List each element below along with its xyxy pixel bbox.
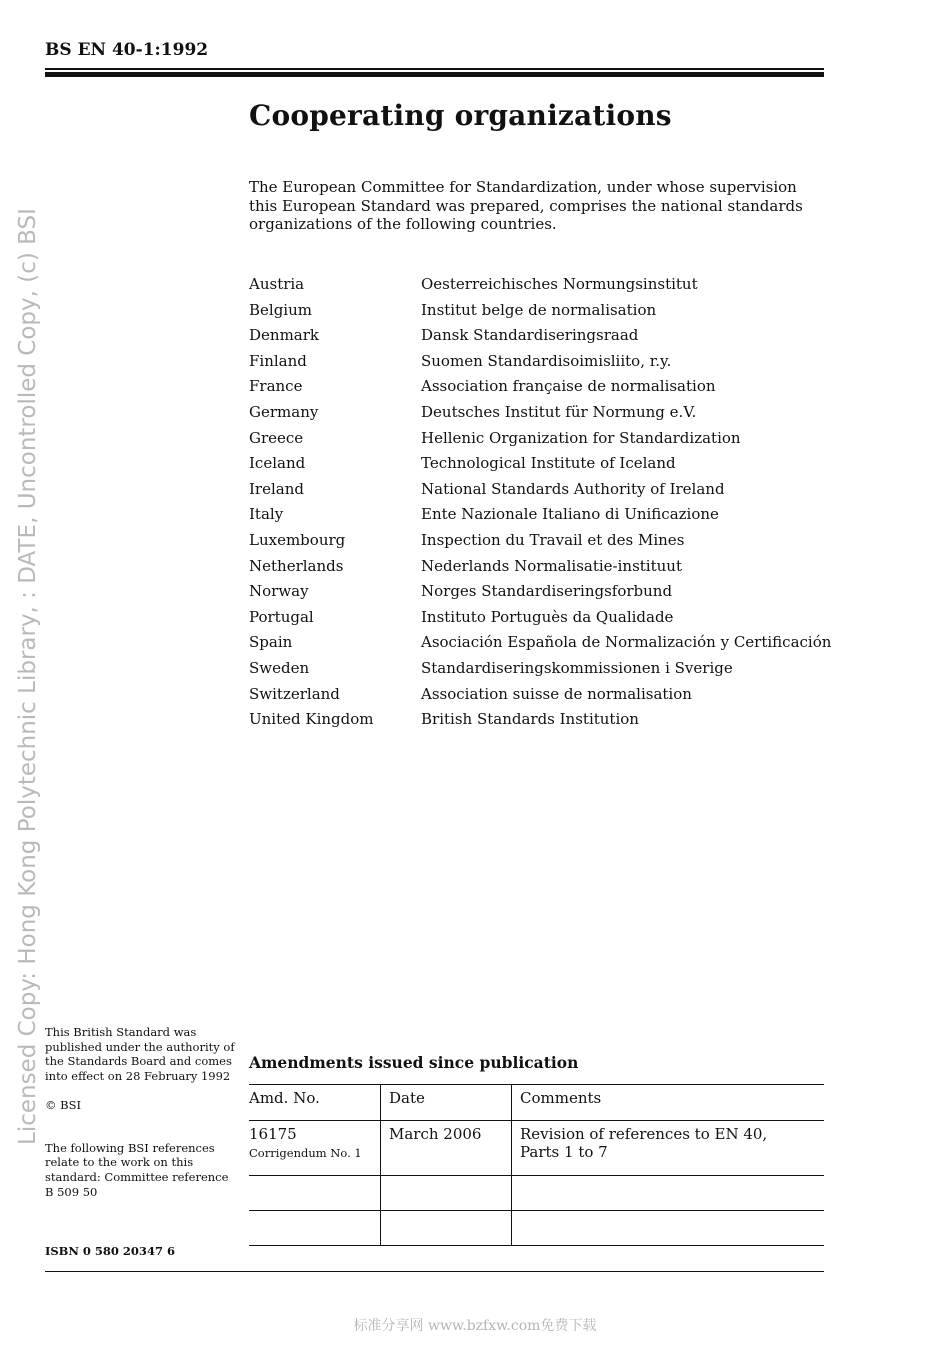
column-header-amd-no: Amd. No. [249,1085,381,1121]
organization-name: Association suisse de normalisation [421,684,692,703]
empty-cell [512,1211,825,1246]
amendments-table [249,1084,824,1246]
authority-note: This British Standard was published under the authority of the Standards Board and comes into effect on 28 February 1992 [45,1025,235,1084]
country-name: France [249,377,303,396]
comments-text: Revision of references to EN 40, Parts 1 to 7 [520,1125,768,1161]
organization-name: Standardiseringskommissionen i Sverige [421,658,733,677]
country-name: Denmark [249,326,319,345]
amendments-title: Amendments issued since publication [249,1053,579,1072]
comments-cell [512,1121,825,1176]
list-item [249,298,829,324]
amd-no-cell [249,1121,381,1176]
list-item [249,272,829,298]
country-name: Luxembourg [249,530,346,549]
list-item [249,477,829,503]
country-name: United Kingdom [249,710,374,729]
list-item [249,451,829,477]
organization-name: Association française de normalisation [421,377,716,396]
list-item [249,579,829,605]
empty-cell [512,1176,825,1211]
country-name: Italy [249,505,284,524]
country-name: Greece [249,428,304,447]
country-name: Iceland [249,454,306,473]
isbn: ISBN 0 580 20347 6 [45,1244,175,1258]
country-name: Switzerland [249,684,340,703]
list-item [249,528,829,554]
country-name: Netherlands [249,556,344,575]
list-item [249,682,829,708]
empty-cell [381,1176,512,1211]
list-item [249,349,829,375]
amd-no: 16175 [249,1125,297,1143]
list-item [249,554,829,580]
organizations-list [249,272,832,733]
table-header-row [249,1085,824,1121]
footer-watermark: 标准分享网 www.bzfxw.com免费下载 [353,1318,597,1334]
list-item [249,323,829,349]
footer-rule [45,1271,824,1272]
table-row [249,1176,824,1211]
country-name: Ireland [249,479,304,498]
country-name: Germany [249,402,319,421]
amd-note: Corrigendum No. 1 [249,1146,362,1160]
organization-name: Nederlands Normalisatie-instituut [421,556,682,575]
intro-paragraph: The European Committee for Standardization, under whose supervision this European Standard was prepared, comprises the national standards organizations of the following countries. [249,178,803,233]
page-title: Cooperating organizations [249,99,672,132]
table-row [249,1211,824,1246]
organization-name: National Standards Authority of Ireland [421,479,725,498]
side-notes [45,1025,235,1199]
organization-name: Inspection du Travail et des Mines [421,530,685,549]
copyright-note: © BSI [45,1097,82,1112]
organization-name: Instituto Portuguès da Qualidade [421,607,674,626]
country-name: Sweden [249,658,310,677]
country-name: Norway [249,582,309,601]
country-name: Austria [249,275,305,293]
column-header-comments: Comments [512,1085,825,1121]
organization-name: Dansk Standardiseringsraad [421,326,639,345]
list-item [249,374,829,400]
organization-name: Suomen Standardisoimisliito, r.y. [421,351,672,370]
organization-name: Deutsches Institut für Normung e.V. [421,402,697,421]
country-name: Portugal [249,607,314,626]
organization-name: Norges Standardiseringsforbund [421,582,673,601]
list-item [249,605,829,631]
organization-name: Hellenic Organization for Standardization [421,428,741,447]
column-header-date: Date [381,1085,512,1121]
empty-cell [381,1211,512,1246]
empty-cell [249,1176,381,1211]
list-item [249,502,829,528]
list-item [249,630,832,656]
country-name: Belgium [249,300,312,319]
list-item [249,400,829,426]
table-row [249,1121,824,1176]
organization-name: Oesterreichisches Normungsinstitut [421,275,698,293]
organization-name: Technological Institute of Iceland [421,454,676,473]
list-item [249,426,829,452]
organization-name: Asociación Española de Normalización y Certificación [421,633,832,652]
country-name: Finland [249,351,307,370]
document-code: BS EN 40-1:1992 [45,40,209,60]
organization-name: Institut belge de normalisation [421,300,657,319]
license-watermark: Licensed Copy: Hong Kong Polytechnic Library, : DATE, Uncontrolled Copy, (c) BSI [15,208,41,1145]
list-item [249,656,829,682]
date-cell: March 2006 [381,1121,512,1176]
empty-cell [249,1211,381,1246]
list-item [249,707,829,733]
country-name: Spain [249,633,293,652]
header-rule-thick [45,72,824,77]
committee-reference-note: The following BSI references relate to the work on this standard: Committee reference B 509 50 [45,1140,229,1199]
organization-name: Ente Nazionale Italiano di Unificazione [421,505,719,524]
header-rule-thin [45,68,824,70]
organization-name: British Standards Institution [421,710,639,729]
